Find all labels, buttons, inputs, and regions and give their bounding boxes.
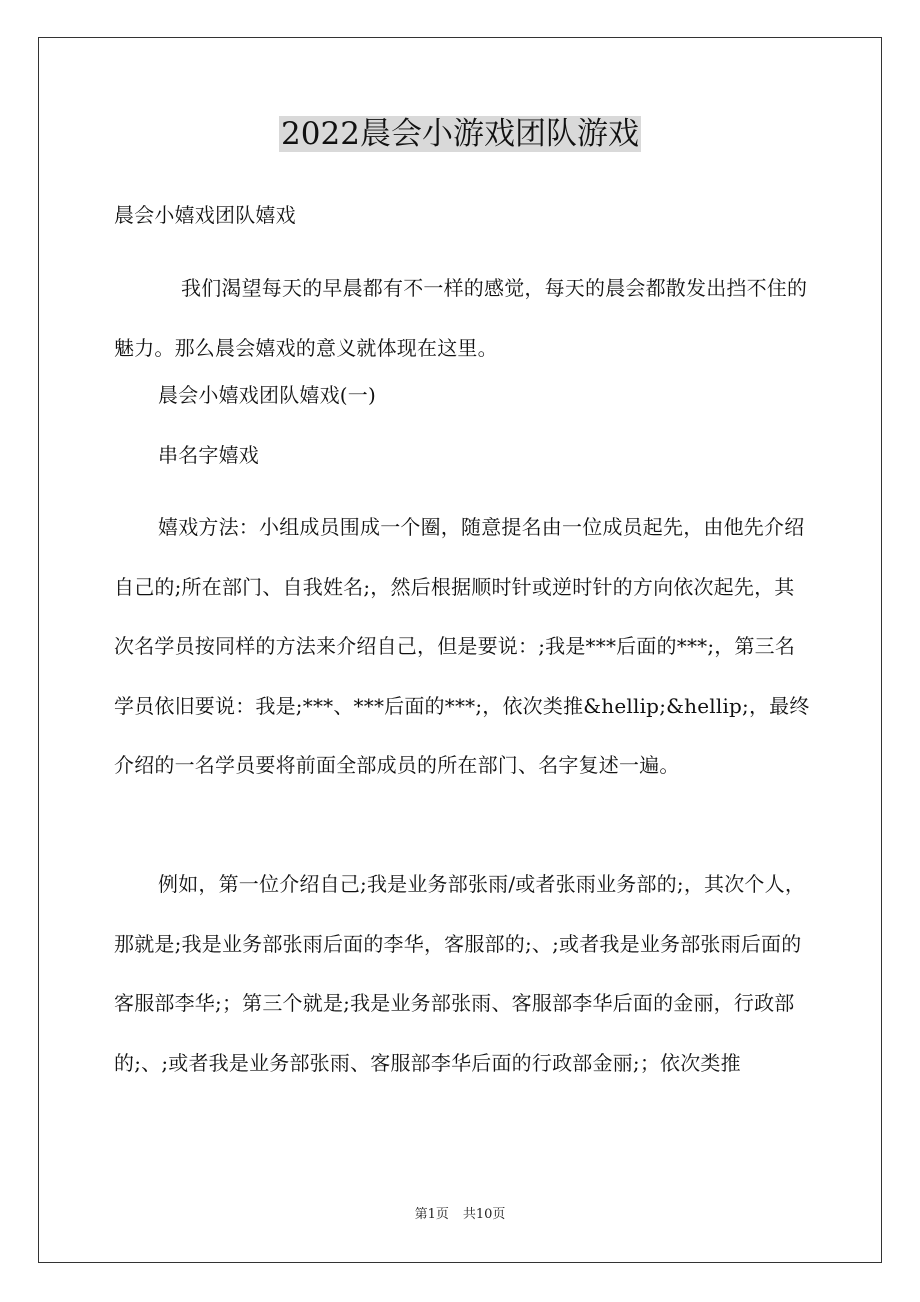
page-total: 共10页 bbox=[462, 1207, 506, 1222]
page-footer bbox=[0, 1206, 920, 1224]
section-heading: 晨会小嬉戏团队嬉戏(一) bbox=[158, 383, 377, 407]
intro-paragraph: 我们渴望每天的早晨都有不一样的感觉，每天的晨会都散发出挡不住的魅力。那么晨会嬉戏的意义就体现在这里。 bbox=[114, 276, 808, 360]
document-subtitle: 晨会小嬉戏团队嬉戏 bbox=[114, 203, 296, 227]
page-number: 第1页 bbox=[414, 1207, 449, 1222]
example-paragraph: 例如，第一位介绍自己;我是业务部张雨/或者张雨业务部的;，其次个人，那就是;我是业务部张雨后面的李华，客服部的;、;或者我是业务部张雨后面的客服部李华;；第三个就是;我是业务部张雨、客服部李华后面的金丽，行政部的;、;或者我是业务部张雨、客服部李华后面的行政部金丽;；依次类推 bbox=[114, 872, 806, 1075]
method-paragraph: 嬉戏方法：小组成员围成一个圈，随意提名由一位成员起先，由他先介绍自己的;所在部门、自我姓名;，然后根据顺时针或逆时针的方向依次起先，其次名学员按同样的方法来介绍自己，但是要说：;我是***后面的***;，第三名学员依旧要说：我是;***、***后面的***;，依次类推&hellip;&hellip;，最终介绍的一名学员要将前面全部成员的所在部门、名字复述一遍。 bbox=[114, 515, 810, 777]
game-name-heading: 串名字嬉戏 bbox=[158, 443, 259, 467]
document-title-text: 2022晨会小游戏团队游戏 bbox=[281, 116, 639, 152]
document-title bbox=[0, 112, 920, 156]
